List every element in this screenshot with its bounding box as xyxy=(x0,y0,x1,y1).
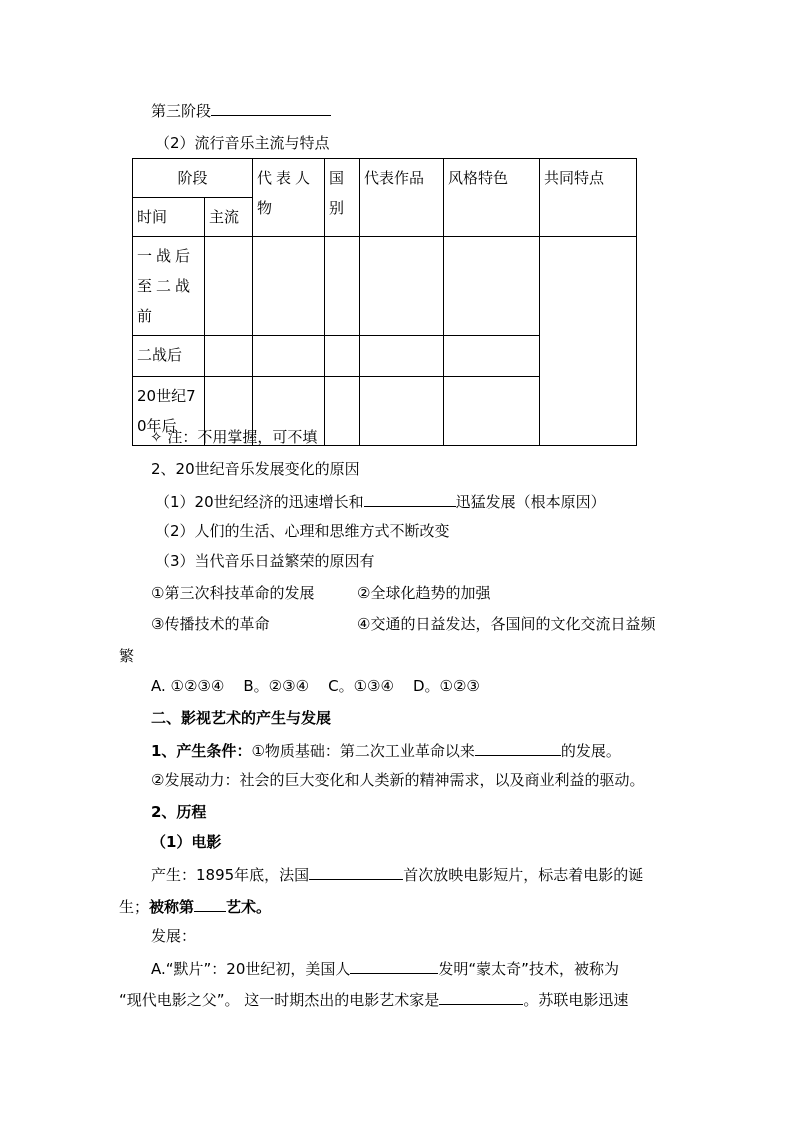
answer-blank[interactable] xyxy=(309,864,403,880)
header-time: 时间 xyxy=(133,198,205,237)
option-1: ①第三次科技革命的发展 xyxy=(151,584,315,602)
table-cell[interactable] xyxy=(325,336,360,377)
film-conditions: 1、产生条件：①物质基础：第二次工业革命以来 的发展。 xyxy=(151,742,621,760)
header-common: 共同特点 xyxy=(540,159,637,237)
film-silent-wrap: “现代电影之父”。 这一时期杰出的电影艺术家是 。苏联电影迅速 xyxy=(119,991,629,1009)
answer-blank[interactable] xyxy=(364,491,456,507)
film-birth-wrap: 生；被称第 艺术。 xyxy=(119,898,272,916)
table-cell[interactable] xyxy=(253,336,325,377)
table-cell[interactable] xyxy=(444,377,540,446)
header-style: 风格特色 xyxy=(444,159,540,237)
film-motive: ②发展动力：社会的巨大变化和人类新的精神需求，以及商业利益的驱动。 xyxy=(151,771,645,789)
film-silent: A.“默片”：20世纪初，美国人 发明“蒙太奇”技术，被称为 xyxy=(151,960,619,978)
answer-choices: A. ①②③④ B。②③④ C。①③④ D。①②③ xyxy=(151,677,480,695)
reasons-title: 2、20世纪音乐发展变化的原因 xyxy=(151,460,360,478)
reason-2: （2）人们的生活、心理和思维方式不断改变 xyxy=(155,522,450,540)
header-person: 代表人物 xyxy=(253,159,325,237)
answer-blank[interactable] xyxy=(211,100,331,116)
header-stage: 阶段 xyxy=(133,159,253,198)
music-heading: （2）流行音乐主流与特点 xyxy=(155,134,330,152)
stage3-line xyxy=(151,100,331,121)
film-birth: 产生：1895年底，法国 首次放映电影短片，标志着电影的诞 xyxy=(151,866,644,884)
table-cell[interactable] xyxy=(325,377,360,446)
answer-blank[interactable] xyxy=(439,989,523,1005)
option-4: ④交通的日益发达，各国间的文化交流日益频 xyxy=(357,615,656,633)
table-cell[interactable] xyxy=(253,237,325,336)
film-develop: 发展： xyxy=(151,927,197,945)
common-features-cell[interactable] xyxy=(540,237,637,446)
reason-3: （3）当代音乐日益繁荣的原因有 xyxy=(155,552,375,570)
option-4-wrap: 繁 xyxy=(119,647,135,665)
table-cell[interactable] xyxy=(325,237,360,336)
row-stage-2: 二战后 xyxy=(133,336,205,377)
table-cell[interactable] xyxy=(444,336,540,377)
option-3: ③传播技术的革命 xyxy=(151,615,270,633)
film-section-title: 二、影视艺术的产生与发展 xyxy=(151,709,332,727)
stage3-label: 第三阶段 xyxy=(151,102,212,120)
table-cell[interactable] xyxy=(360,237,444,336)
row-stage-1: 一战后至二战前 xyxy=(133,237,205,336)
header-mainstream: 主流 xyxy=(205,198,253,237)
note-line: ✧ 注：不用掌握，可不填 xyxy=(150,428,318,446)
table-cell[interactable] xyxy=(360,336,444,377)
table-cell[interactable] xyxy=(360,377,444,446)
film-movie: （1）电影 xyxy=(151,833,222,851)
row-stage-3: 20世纪70年后 xyxy=(133,377,205,446)
answer-blank[interactable] xyxy=(475,740,561,756)
answer-blank[interactable] xyxy=(194,896,226,912)
header-works: 代表作品 xyxy=(360,159,444,237)
reason-1: （1）20世纪经济的迅速增长和 迅猛发展（根本原因） xyxy=(155,493,606,511)
option-2: ②全球化趋势的加强 xyxy=(357,584,491,602)
header-country: 国别 xyxy=(325,159,360,237)
table-cell[interactable] xyxy=(205,336,253,377)
film-history: 2、历程 xyxy=(151,803,207,821)
answer-blank[interactable] xyxy=(350,958,438,974)
music-table xyxy=(132,158,637,446)
table-cell[interactable] xyxy=(205,237,253,336)
table-cell[interactable] xyxy=(444,237,540,336)
